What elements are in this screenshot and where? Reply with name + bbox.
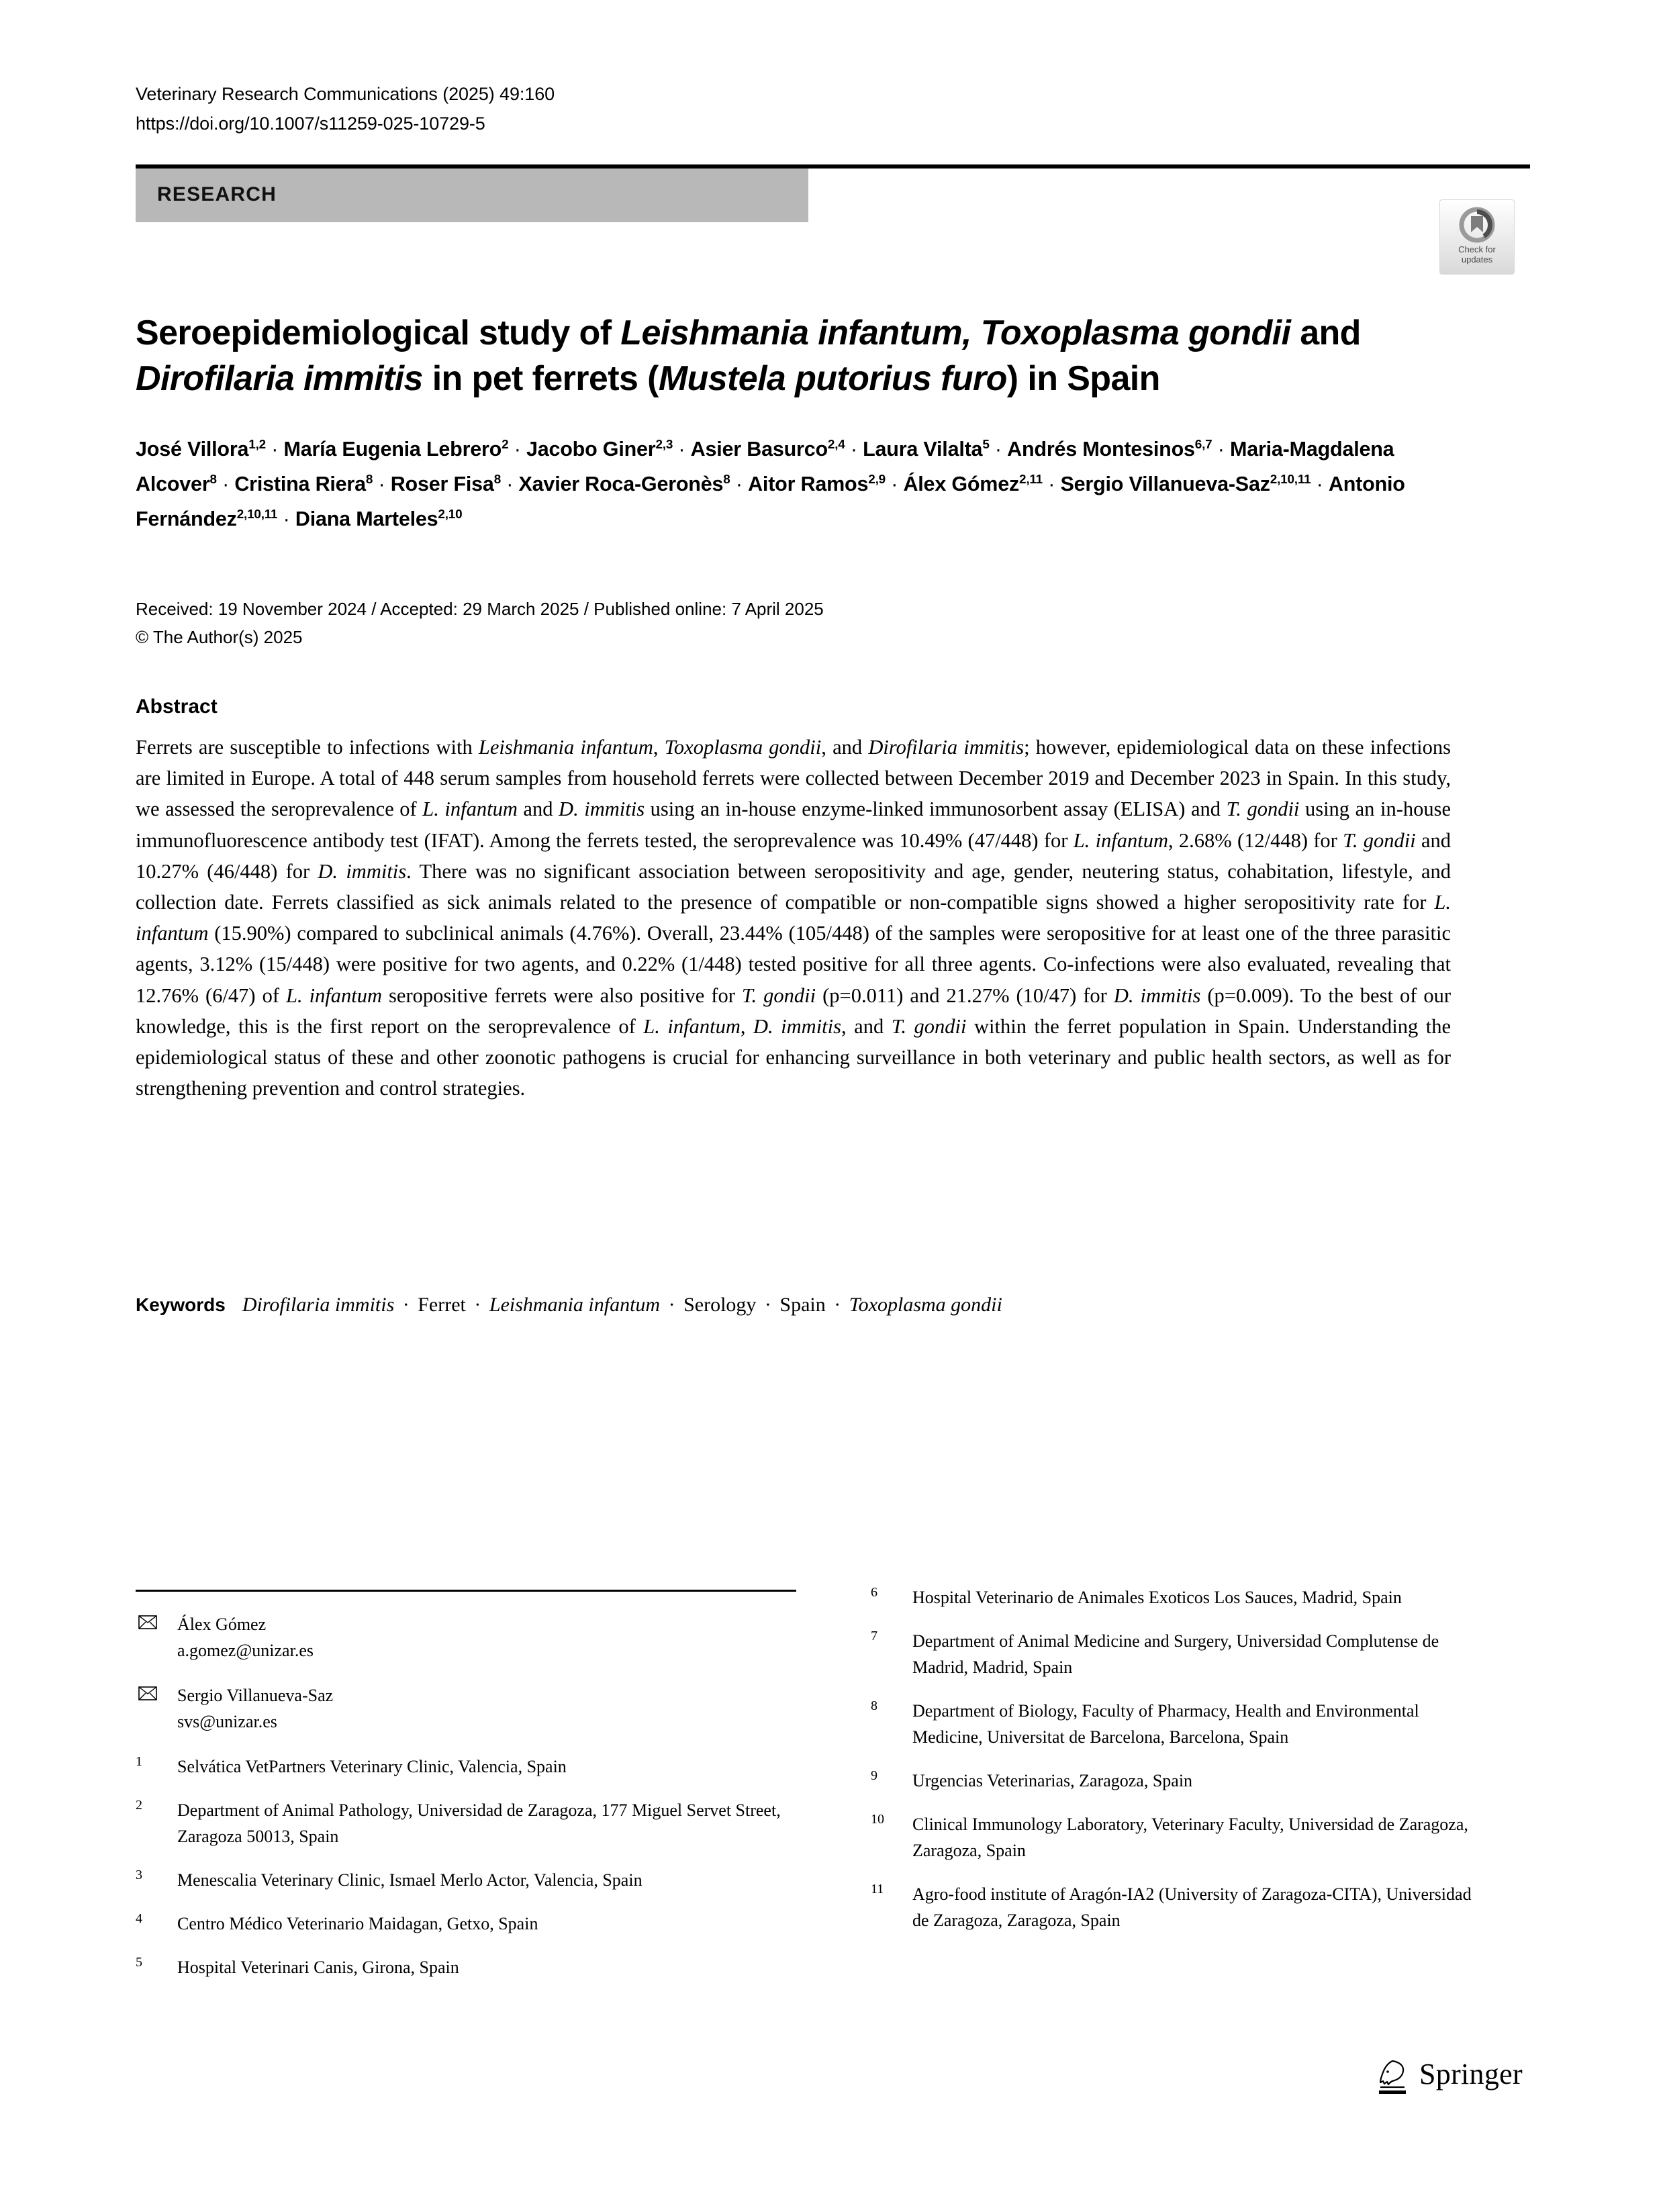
keyword-separator bbox=[226, 1294, 242, 1316]
title-part-1: Seroepidemiological study of bbox=[136, 313, 621, 352]
affiliation-item bbox=[871, 1881, 1475, 1933]
author-affiliation-ref: 2,4 bbox=[827, 437, 845, 452]
title-part-3: in pet ferrets ( bbox=[422, 358, 659, 398]
publisher-logo bbox=[1372, 2053, 1527, 2103]
author-separator: · bbox=[508, 438, 526, 461]
keywords-items bbox=[226, 1294, 1002, 1316]
keyword-separator: · bbox=[828, 1294, 846, 1316]
affiliation-item bbox=[871, 1628, 1475, 1680]
article-type-banner bbox=[136, 169, 808, 222]
affiliation-number: 10 bbox=[871, 1812, 884, 1827]
affiliation-text: Department of Animal Medicine and Surgery, Universidad Complutense de Madrid, Madrid, Spain bbox=[912, 1631, 1439, 1677]
species-name: D. immitis bbox=[559, 798, 645, 821]
crossmark-icon bbox=[1457, 205, 1497, 245]
author-affiliation-ref: 2 bbox=[502, 437, 509, 452]
author-list bbox=[136, 432, 1478, 536]
affiliation-number: 6 bbox=[871, 1585, 877, 1600]
corresponding-author bbox=[136, 1611, 796, 1664]
author-separator: · bbox=[216, 473, 235, 495]
affiliation-text: Department of Biology, Faculty of Pharmacy, Health and Environmental Medicine, Universitat de Barcelona, Barcelona, Spain bbox=[912, 1701, 1419, 1747]
author-separator: · bbox=[1212, 438, 1230, 461]
affiliation-text: Hospital Veterinari Canis, Girona, Spain bbox=[177, 1958, 459, 1977]
affiliation-text: Urgencias Veterinarias, Zaragoza, Spain bbox=[912, 1771, 1193, 1790]
keyword-separator: · bbox=[759, 1294, 777, 1316]
author-affiliation-ref: 1,2 bbox=[248, 437, 266, 452]
author-name: María Eugenia Lebrero bbox=[283, 438, 502, 461]
keyword-item[interactable]: Leishmania infantum bbox=[489, 1294, 661, 1316]
affiliation-item bbox=[871, 1584, 1475, 1610]
doi-link[interactable]: https://doi.org/10.1007/s11259-025-10729-5 bbox=[136, 113, 485, 134]
species-name: T. gondii bbox=[741, 983, 816, 1007]
author-separator: · bbox=[501, 473, 519, 495]
author-separator: · bbox=[730, 473, 749, 495]
keyword-item[interactable]: Toxoplasma gondii bbox=[849, 1294, 1002, 1316]
author-affiliation-ref: 2,3 bbox=[655, 437, 673, 452]
affiliation-text: Centro Médico Veterinario Maidagan, Getxo, Spain bbox=[177, 1914, 538, 1933]
author-affiliation-ref: 8 bbox=[209, 472, 217, 487]
keyword-separator: · bbox=[397, 1294, 415, 1316]
abstract-text: Ferrets are susceptible to infections with Leishmania infantum, Toxoplasma gondii, and Dirofilaria immitis; however, epidemiological data on these infections are limited in Europe. A total of 448 serum samples from household ferrets were collected between December 2019 and December 2023 in Spain. In this study, we assessed the seroprevalence of L. infantum and D. immitis using an in-house enzyme-linked immunosorbent assay (ELISA) and T. gondii using an in-house immunofluorescence antibody test (IFAT). Among the ferrets tested, the seroprevalence was 10.49% (47/448) for L. infantum, 2.68% (12/448) for T. gondii and 10.27% (46/448) for D. immitis. There was no significant association between seropositivity and age, gender, neutering status, cohabitation, lifestyle, and collection date. Ferrets classified as sick animals related to the presence of compatible or non-compatible signs showed a higher seropositivity rate for L. infantum (15.90%) compared to subclinical animals (4.76%). Overall, 23.44% (105/448) of the samples were seropositive for at least one of the three parasitic agents, 3.12% (15/448) were positive for two agents, and 0.22% (1/448) tested positive for all three agents. Co-infections were also evaluated, revealing that 12.76% (6/47) of L. infantum seropositive ferrets were also positive for T. gondii (p=0.011) and 21.27% (10/47) for D. immitis (p=0.009). To the best of our knowledge, this is the first report on the seroprevalence of L. infantum, D. immitis, and T. gondii within the ferret population in Spain. Understanding the epidemiological status of these and other zoonotic pathogens is crucial for enhancing surveillance in both veterinary and public health sectors, as well as for strengthening prevention and control strategies. bbox=[136, 736, 1452, 1100]
species-name: L. infantum bbox=[1073, 828, 1169, 852]
received-accepted-published-line: Received: 19 November 2024 / Accepted: 29 March 2025 / Published online: 7 April 2025 bbox=[136, 599, 824, 619]
title-italic-2: Dirofilaria immitis bbox=[136, 358, 423, 398]
author-name: Roser Fisa bbox=[390, 473, 494, 495]
author-affiliation-ref: 8 bbox=[723, 472, 730, 487]
crossmark-label-line1: Check for bbox=[1458, 244, 1496, 254]
author-separator: · bbox=[1043, 473, 1061, 495]
affiliation-number: 7 bbox=[871, 1629, 877, 1643]
affiliation-item bbox=[871, 1768, 1475, 1794]
title-italic-1: Leishmania infantum, Toxoplasma gondii bbox=[620, 313, 1291, 352]
keyword-separator: · bbox=[663, 1294, 681, 1316]
publisher-name: Springer bbox=[1419, 2058, 1523, 2090]
keywords-label: Keywords bbox=[136, 1294, 226, 1315]
affiliations-left-column bbox=[136, 1611, 796, 1998]
affiliation-number: 3 bbox=[136, 1868, 142, 1882]
author-separator: · bbox=[277, 508, 295, 530]
affiliation-number: 9 bbox=[871, 1768, 877, 1783]
affiliation-item bbox=[871, 1811, 1475, 1864]
affiliation-number: 2 bbox=[136, 1798, 142, 1813]
species-name: D. immitis bbox=[318, 859, 407, 883]
check-for-updates-badge[interactable] bbox=[1439, 199, 1515, 275]
affiliation-text: Selvática VetPartners Veterinary Clinic, Valencia, Spain bbox=[177, 1757, 567, 1776]
title-part-4: ) in Spain bbox=[1006, 358, 1160, 398]
affiliation-item bbox=[871, 1698, 1475, 1750]
article-type-label: RESEARCH bbox=[157, 183, 277, 205]
author-name: Laura Vilalta bbox=[863, 438, 983, 461]
affiliation-number: 8 bbox=[871, 1698, 877, 1713]
corresponding-author-email[interactable]: a.gomez@unizar.es bbox=[177, 1641, 314, 1660]
footnote-divider bbox=[136, 1590, 796, 1592]
author-name: Cristina Riera bbox=[234, 473, 366, 495]
envelope-icon bbox=[138, 1686, 157, 1700]
author-affiliation-ref: 8 bbox=[365, 472, 373, 487]
author-name: José Villora bbox=[136, 438, 249, 461]
author-separator: · bbox=[373, 473, 391, 495]
species-name: T. gondii bbox=[891, 1014, 967, 1038]
author-affiliation-ref: 2,10,11 bbox=[1270, 472, 1311, 487]
author-affiliation-ref: 2,10 bbox=[438, 507, 463, 522]
species-name: T. gondii bbox=[1226, 798, 1300, 821]
keyword-item[interactable]: Dirofilaria immitis bbox=[242, 1294, 395, 1316]
species-name: L. infantum bbox=[136, 891, 1451, 945]
species-name: D. immitis bbox=[753, 1014, 842, 1038]
author-separator: · bbox=[845, 438, 863, 461]
species-name: L. infantum bbox=[422, 798, 518, 821]
publication-dates bbox=[136, 595, 824, 651]
author-affiliation-ref: 2,9 bbox=[868, 472, 886, 487]
species-name: D. immitis bbox=[1113, 983, 1201, 1007]
affiliation-item bbox=[136, 1954, 796, 1980]
author-affiliation-ref: 8 bbox=[493, 472, 502, 487]
affiliation-item bbox=[136, 1911, 796, 1937]
keyword-item[interactable]: Ferret bbox=[418, 1294, 466, 1316]
corresponding-author bbox=[136, 1682, 796, 1735]
author-name: Álex Gómez bbox=[903, 473, 1020, 495]
affiliation-number: 11 bbox=[871, 1882, 884, 1896]
affiliation-text: Agro-food institute of Aragón-IA2 (University of Zaragoza-CITA), Universidad de Zaragoza, Zaragoza, Spain bbox=[912, 1884, 1472, 1930]
species-name: Dirofilaria immitis bbox=[868, 736, 1025, 759]
affiliation-number: 1 bbox=[136, 1754, 142, 1769]
species-name: L. infantum bbox=[285, 983, 383, 1007]
keywords-line bbox=[136, 1290, 1451, 1320]
keyword-separator: · bbox=[469, 1294, 486, 1316]
corresponding-author-name: Álex Gómez bbox=[177, 1615, 267, 1634]
author-separator: · bbox=[265, 438, 284, 461]
crossmark-label bbox=[1440, 244, 1514, 265]
copyright-line: © The Author(s) 2025 bbox=[136, 627, 303, 647]
affiliations-right-column bbox=[871, 1584, 1475, 1951]
author-name: Xavier Roca-Geronès bbox=[518, 473, 724, 495]
corresponding-author-name: Sergio Villanueva-Saz bbox=[177, 1686, 334, 1705]
author-affiliation-ref: 2,10,11 bbox=[236, 507, 278, 522]
springer-knight-icon bbox=[1372, 2057, 1414, 2099]
author-affiliation-ref: 6,7 bbox=[1194, 437, 1212, 452]
title-italic-3: Mustela putorius furo bbox=[658, 358, 1007, 398]
keyword-item[interactable]: Spain bbox=[779, 1294, 826, 1316]
affiliation-text: Menescalia Veterinary Clinic, Ismael Merlo Actor, Valencia, Spain bbox=[177, 1870, 643, 1890]
journal-citation-line: Veterinary Research Communications (2025) 49:160 bbox=[136, 84, 555, 104]
affiliation-number: 4 bbox=[136, 1911, 142, 1926]
author-affiliation-ref: 2,11 bbox=[1019, 472, 1043, 487]
author-name: Andrés Montesinos bbox=[1007, 438, 1195, 461]
author-separator: · bbox=[673, 438, 691, 461]
author-name: Jacobo Giner bbox=[526, 438, 656, 461]
species-name: Toxoplasma gondii bbox=[664, 736, 822, 759]
affiliation-text: Hospital Veterinario de Animales Exoticos Los Sauces, Madrid, Spain bbox=[912, 1588, 1402, 1607]
affiliation-item bbox=[136, 1797, 796, 1849]
journal-reference bbox=[136, 79, 555, 138]
author-name: Asier Basurco bbox=[690, 438, 828, 461]
author-name: Sergio Villanueva-Saz bbox=[1060, 473, 1270, 495]
abstract-heading: Abstract bbox=[136, 695, 218, 718]
affiliation-text: Department of Animal Pathology, Universidad de Zaragoza, 177 Miguel Servet Street, Zaragoza 50013, Spain bbox=[177, 1800, 781, 1846]
species-name: T. gondii bbox=[1343, 828, 1416, 852]
author-name: Diana Marteles bbox=[295, 508, 438, 530]
author-separator: · bbox=[885, 473, 904, 495]
affiliation-item bbox=[136, 1867, 796, 1893]
author-name: Aitor Ramos bbox=[748, 473, 869, 495]
title-part-2: and bbox=[1290, 313, 1361, 352]
author-name: Maria-Magdalena Alcover bbox=[136, 438, 1394, 495]
keyword-item[interactable]: Serology bbox=[683, 1294, 757, 1316]
species-name: L. infantum bbox=[643, 1014, 741, 1038]
corresponding-author-email[interactable]: svs@unizar.es bbox=[177, 1712, 277, 1731]
affiliation-text: Clinical Immunology Laboratory, Veterinary Faculty, Universidad de Zaragoza, Zaragoza, Spain bbox=[912, 1815, 1468, 1860]
author-separator: · bbox=[989, 438, 1008, 461]
author-affiliation-ref: 5 bbox=[982, 437, 990, 452]
page-title bbox=[136, 310, 1472, 401]
author-name: Antonio Fernández bbox=[136, 473, 1405, 530]
affiliation-number: 5 bbox=[136, 1955, 142, 1970]
crossmark-label-line2: updates bbox=[1461, 254, 1493, 265]
affiliation-item bbox=[136, 1753, 796, 1780]
envelope-icon bbox=[138, 1615, 157, 1629]
species-name: Leishmania infantum bbox=[478, 736, 653, 759]
author-separator: · bbox=[1311, 473, 1329, 495]
